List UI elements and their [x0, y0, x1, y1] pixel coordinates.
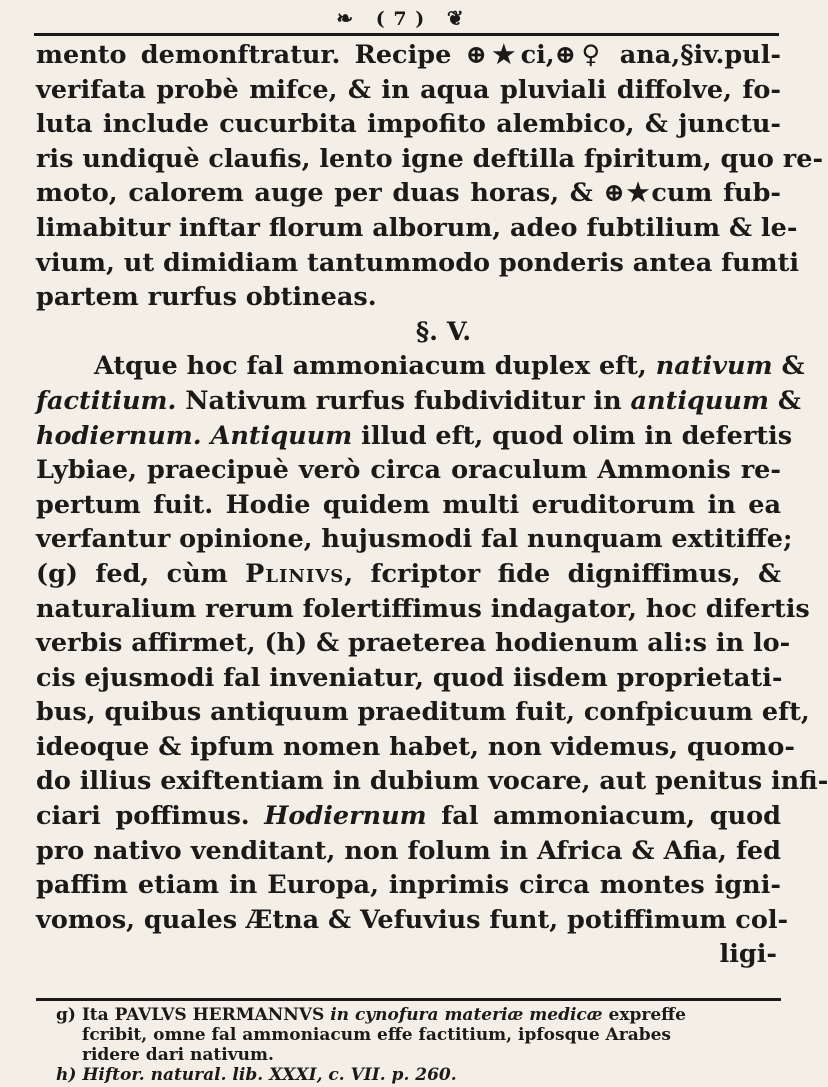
page-number: ( 7 ) — [375, 8, 426, 30]
text-line: luta include cucurbita impofito alembico, & junctu- — [36, 109, 781, 140]
section-heading: §. V. — [415, 316, 472, 347]
text-line: ris undiquè claufis, lento igne deftilla fpiritum, quo re- — [36, 143, 824, 174]
footnotes — [56, 1005, 776, 1085]
text-line: naturalium rerum folertiffimus indagator, hoc difertis — [36, 593, 810, 624]
text-line: verfantur opinione, hujusmodi fal nunquam extitiffe; — [36, 524, 793, 555]
text-line: ciari poffimus. Hodiernum fal ammoniacum, quod — [36, 801, 781, 832]
text-line: verifata probè mifce, & in aqua pluviali diffolve, fo- — [36, 74, 781, 105]
text-line: do illius exiftentiam in dubium vocare, aut penitus infi- — [36, 766, 828, 797]
footnote-h: h) Hiftor. natural. lib. XXXI, c. VII. p. 260. — [56, 1065, 457, 1085]
text-line: moto, calorem auge per duas horas, & ⊕★cum fub- — [36, 178, 781, 209]
text-line: pro nativo venditant, non folum in Africa & Afia, fed — [36, 835, 781, 866]
main-text — [36, 38, 828, 972]
text-line: pertum fuit. Hodie quidem multi eruditorum in ea — [36, 489, 781, 520]
fleuron-right-icon: ❦ — [446, 6, 465, 30]
page-header — [0, 6, 801, 30]
text-line: limabitur inftar florum alborum, adeo fubtilium & le- — [36, 212, 798, 243]
footnote-g: g) Ita PAVLVS HERMANNVS in cynofura materiæ medicæ expreffe — [56, 1005, 686, 1025]
text-line: mento demonftratur. Recipe ⊕★ci,⊕♀ ana,§iv.pul- — [36, 40, 781, 70]
text-line: verbis affirmet, (h) & praeterea hodienum ali:s in lo- — [36, 628, 791, 659]
header-rule — [34, 33, 779, 36]
text-line: factitium. Nativum rurfus fubdividitur in antiquum & — [36, 385, 801, 416]
text-line: vium, ut dimidiam tantummodo ponderis antea fumti — [36, 247, 800, 278]
text-line: (g) fed, cùm Plinivs, fcriptor fide digniffimus, & — [36, 558, 782, 589]
text-line: Lybiae, praecipuè verò circa oraculum Ammonis re- — [36, 455, 781, 486]
text-line: paffim etiam in Europa, inprimis circa montes igni- — [36, 870, 781, 901]
text-line: partem rurfus obtineas. — [36, 282, 377, 313]
text-line: Atque hoc fal ammoniacum duplex eft, nativum & — [94, 351, 805, 382]
catchword: ligi- — [719, 939, 777, 970]
fleuron-left-icon: ❧ — [336, 6, 355, 30]
footnote-rule — [36, 998, 781, 1001]
text-line: bus, quibus antiquum praeditum fuit, confpicuum eft, — [36, 697, 810, 728]
footnote-g-continued: fcribit, omne fal ammoniacum effe factitium, ipfosque Arabes — [82, 1025, 671, 1045]
text-line: cis ejusmodi fal inveniatur, quod iisdem proprietati- — [36, 662, 783, 693]
text-line: hodiernum. Antiquum illud eft, quod olim in defertis — [36, 420, 793, 451]
footnote-g-continued: ridere dari nativum. — [82, 1045, 274, 1065]
text-line: vomos, quales Ætna & Vefuvius funt, potiffimum col- — [36, 904, 789, 935]
text-line: ideoque & ipfum nomen habet, non videmus, quomo- — [36, 731, 795, 762]
